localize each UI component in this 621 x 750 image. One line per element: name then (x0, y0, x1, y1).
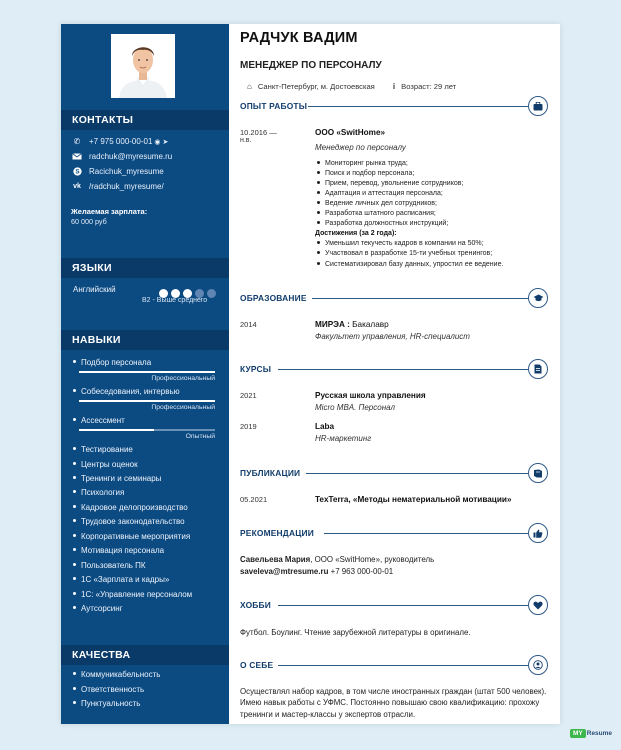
skill-item: Корпоративные мероприятия (73, 532, 190, 541)
skill-item: Собеседования, интервью (73, 387, 180, 396)
person-position: МЕНЕДЖЕР ПО ПЕРСОНАЛУ (240, 60, 382, 71)
section-education (240, 290, 548, 308)
skill-item: Пользователь ПК (73, 561, 146, 570)
section-divider (312, 298, 528, 299)
skill-item: Кадровое делопроизводство (73, 503, 188, 512)
duty-item: Адаптация и аттестация персонала; (317, 190, 443, 197)
document-icon (528, 359, 548, 379)
heart-icon (528, 595, 548, 615)
skill-item: Тренинги и семинары (73, 474, 161, 483)
section-title: ПУБЛИКАЦИИ (240, 468, 301, 478)
profile-photo (111, 34, 175, 98)
location-text: Санкт-Петербург, м. Достоевская (257, 82, 375, 91)
education-faculty: Факультет управления, HR-специалист (315, 332, 470, 341)
section-title: ХОББИ (240, 600, 271, 610)
brand-resume: Resume (586, 729, 613, 737)
book-icon (528, 463, 548, 483)
skill-bar-fill (79, 371, 215, 373)
vk-text: /radchuk_myresume/ (89, 182, 164, 191)
location-icon: ⌂ (247, 82, 252, 91)
brand-badge (570, 726, 616, 740)
contacts-header: КОНТАКТЫ (61, 110, 229, 130)
vk-icon: vk (73, 183, 81, 190)
duty-item: Мониторинг рынка труда; (317, 160, 408, 167)
language-level: B2 - Выше среднего (142, 297, 208, 304)
section-title: РЕКОМЕНДАЦИИ (240, 528, 314, 538)
duty-item: Разработка должностных инструкций; (317, 220, 448, 227)
info-icon: i (392, 82, 396, 91)
course-detail: Micro MBA. Персонал (315, 403, 395, 412)
section-experience (240, 98, 548, 116)
quality-item: Пунктуальность (73, 699, 140, 708)
language-dot-empty (207, 289, 216, 298)
skill-bar (79, 371, 215, 373)
skill-item: Ассессмент (73, 416, 125, 425)
skype-row[interactable] (71, 167, 164, 176)
achievement-item: Участвовал в разработке 15-ти учебных тренингов; (317, 250, 492, 257)
age-text: Возраст: 29 лет (401, 82, 457, 91)
duty-item: Поиск и подбор персонала; (317, 170, 414, 177)
section-divider (278, 369, 528, 370)
achievement-item: Уменьшил текучесть кадров в компании на 50%; (317, 240, 484, 247)
experience-role: Менеджер по персоналу (315, 143, 406, 152)
experience-company: ООО «SwitHome» (315, 128, 386, 137)
skill-item: Трудовое законодательство (73, 517, 185, 526)
recommendation-line (240, 555, 434, 564)
duty-item: Ведение личных дел сотрудников; (317, 200, 437, 207)
languages-header: ЯЗЫКИ (61, 258, 229, 278)
skype-text: Racichuk_myresume (89, 167, 164, 176)
section-courses (240, 361, 548, 379)
course-detail: HR-маркетинг (315, 434, 372, 443)
skill-bar-fill (79, 429, 154, 431)
email-row[interactable] (71, 152, 172, 161)
skill-item: Центры оценок (73, 460, 138, 469)
skill-bar (79, 429, 215, 431)
sidebar (61, 24, 229, 724)
section-title: КУРСЫ (240, 364, 272, 374)
section-publications (240, 465, 548, 483)
skill-item: 1С: «Управление персоналом (73, 590, 192, 599)
resume-sheet (61, 24, 560, 724)
achievements-title: Достижения (за 2 года): (315, 230, 397, 237)
duty-item: Прием, перевод, увольнение сотрудников; (317, 180, 463, 187)
course-name: Laba (315, 422, 335, 431)
salary-value: 60 000 руб (71, 217, 107, 226)
section-title: ОБРАЗОВАНИЕ (240, 293, 307, 303)
recommendation-email[interactable]: saveleva@mtresume.ru (240, 567, 329, 576)
salary-label: Желаемая зарплата: (71, 207, 148, 216)
skill-item: Аутсорсинг (73, 604, 123, 613)
skill-bar (79, 400, 215, 402)
whatsapp-icon: ◉ (154, 138, 161, 146)
recommendation-person: Савельева Мария (240, 555, 311, 564)
skills-header: НАВЫКИ (61, 330, 229, 350)
phone-row[interactable] (71, 137, 168, 146)
experience-date-to: н.в. (240, 137, 252, 144)
telegram-icon: ➤ (162, 138, 169, 146)
thumbs-up-icon (528, 523, 548, 543)
achievement-item: Систематизировал базу данных, упростил ее ведение. (317, 261, 503, 268)
skill-level: Опытный (185, 433, 215, 440)
section-title: ОПЫТ РАБОТЫ (240, 101, 308, 111)
skill-level: Профессиональный (151, 404, 215, 411)
education-school-line (315, 320, 389, 329)
course-year: 2021 (240, 391, 257, 400)
language-name: Английский (73, 285, 116, 294)
phone-text: +7 975 000-00-01 (89, 137, 153, 146)
skill-item: 1С «Зарплата и кадры» (73, 575, 169, 584)
vk-row[interactable] (71, 182, 164, 191)
quality-item: Коммуникабельность (73, 670, 160, 679)
skill-item: Мотивация персонала (73, 546, 164, 555)
skill-item: Психология (73, 488, 124, 497)
section-recommendations (240, 525, 548, 543)
skill-item: Подбор персонала (73, 358, 151, 367)
education-year: 2014 (240, 320, 257, 329)
publication-date: 05.2021 (240, 495, 268, 504)
section-divider (278, 605, 528, 606)
education-degree: Бакалавр (349, 320, 389, 329)
recommendation-phone: +7 963 000-00-01 (328, 567, 394, 576)
skill-item: Тестирование (73, 445, 133, 454)
person-meta (247, 82, 456, 91)
phone-icon: ✆ (73, 137, 81, 146)
section-divider (308, 106, 528, 107)
duty-item: Разработка штатного расписания; (317, 210, 436, 217)
section-hobby (240, 597, 548, 615)
skill-level: Профессиональный (151, 375, 215, 382)
section-about (240, 657, 548, 675)
skype-icon (71, 167, 83, 176)
skill-bar-fill (79, 400, 215, 402)
course-year: 2019 (240, 422, 257, 431)
section-divider (278, 665, 528, 666)
graduation-cap-icon (528, 288, 548, 308)
section-divider (306, 473, 528, 474)
section-divider (324, 533, 528, 534)
user-icon (528, 655, 548, 675)
course-name: Русская школа управления (315, 391, 426, 400)
education-school: МИРЭА : (315, 320, 350, 329)
mail-icon (71, 153, 83, 160)
publication-title: TexTerra, «Методы нематериальной мотивации» (315, 495, 512, 504)
about-text: Осуществлял набор кадров, в том числе иностранных граждан (штат 500 человек). Имею навык работы с УФМС. Постоянно повышаю свою квалификацию: прохожу тренинги и мастер-классы у экспертов отрасли. (240, 687, 547, 719)
hobby-text: Футбол. Боулинг. Чтение зарубежной литературы в оригинале. (240, 628, 471, 637)
recommendation-details: , ООО «SwitHome», руководитель (310, 555, 435, 564)
svg-text:S: S (74, 168, 80, 176)
brand-my: MY (570, 729, 586, 738)
section-title: О СЕБЕ (240, 660, 274, 670)
quality-item: Ответственность (73, 685, 144, 694)
person-name: РАДЧУК ВАДИМ (240, 30, 358, 46)
recommendation-contacts (240, 567, 393, 576)
qualities-header: КАЧЕСТВА (61, 645, 229, 665)
email-text: radchuk@myresume.ru (89, 152, 173, 161)
briefcase-icon (528, 96, 548, 116)
experience-date-from: 10.2016 — (240, 128, 277, 137)
